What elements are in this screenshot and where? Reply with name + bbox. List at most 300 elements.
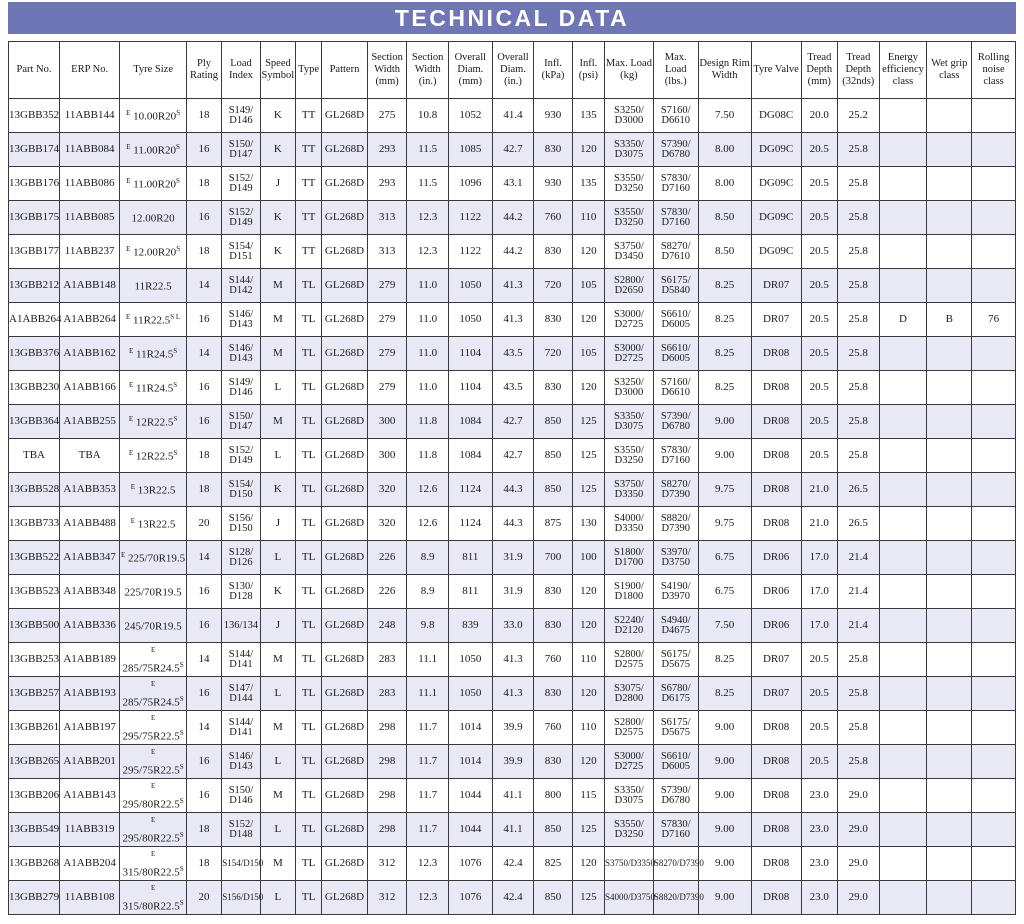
erp-number-cell: TBA <box>59 439 119 473</box>
rolling-noise-class-cell <box>972 201 1016 235</box>
pattern-cell: GL268D <box>322 269 368 303</box>
tread-depth-mm-cell: 20.5 <box>801 677 837 711</box>
max-load-kg-cell <box>604 235 653 269</box>
energy-class-cell <box>879 847 927 881</box>
load-index-text: S152/ D149 <box>228 444 254 466</box>
speed-symbol-cell: K <box>260 133 295 167</box>
overall-diam-mm-cell: 1104 <box>448 337 492 371</box>
tread-depth-32nds-cell: 29.0 <box>837 779 879 813</box>
erp-number-cell: A1ABB353 <box>59 473 119 507</box>
design-rim-width-cell: 7.50 <box>698 99 751 133</box>
speed-symbol-cell: M <box>260 643 295 677</box>
overall-diam-mm-cell: 811 <box>448 541 492 575</box>
col-header: Overall Diam. (in.) <box>492 42 534 99</box>
energy-class-cell <box>879 575 927 609</box>
col-header: Ply Rating <box>186 42 221 99</box>
erp-number-cell: A1ABB264 <box>59 303 119 337</box>
table-row <box>9 405 1016 439</box>
inflation-kpa-cell: 850 <box>534 473 572 507</box>
wet-grip-class-cell <box>927 371 972 405</box>
tyre-size-text: 12R22.5 <box>135 450 174 463</box>
tread-depth-32nds-cell: 26.5 <box>837 473 879 507</box>
title-banner <box>8 2 1016 34</box>
erp-number-cell: 11ABB084 <box>59 133 119 167</box>
inflation-psi-cell: 120 <box>572 575 604 609</box>
load-index-text: S156/ D150 <box>228 512 254 534</box>
tyre-size-cell <box>120 201 187 235</box>
wet-grip-class-cell <box>927 269 972 303</box>
inflation-kpa-cell: 830 <box>534 371 572 405</box>
table-row <box>9 167 1016 201</box>
design-rim-width-cell: 8.25 <box>698 303 751 337</box>
overall-diam-mm-cell: 1044 <box>448 779 492 813</box>
tyre-size-text: 11R22.5 <box>133 314 171 327</box>
size-suffix-mark: S <box>179 830 184 839</box>
design-rim-width-cell: 8.25 <box>698 677 751 711</box>
inflation-kpa-cell: 760 <box>534 643 572 677</box>
size-suffix-mark: S <box>179 694 184 703</box>
inflation-kpa-cell: 720 <box>534 337 572 371</box>
design-rim-width-cell: 9.00 <box>698 847 751 881</box>
inflation-kpa-cell: 830 <box>534 235 572 269</box>
tyre-size-cell <box>120 779 187 813</box>
overall-diam-mm-cell: 1014 <box>448 711 492 745</box>
table-row <box>9 507 1016 541</box>
size-prefix-mark: E <box>126 109 131 118</box>
load-index-text: S146/ D143 <box>228 308 254 330</box>
tyre-size-cell <box>120 439 187 473</box>
load-index-text: S156/D150 <box>222 892 264 902</box>
max-load-kg-cell <box>604 303 653 337</box>
col-header: Part No. <box>9 42 60 99</box>
tyre-size-text: 295/75R22.5 <box>122 764 180 777</box>
section-width-mm-cell: 248 <box>367 609 407 643</box>
max-load-kg-text: S4000/ D3350 <box>614 512 644 534</box>
ply-rating-cell: 16 <box>186 779 221 813</box>
tread-depth-32nds-cell: 26.5 <box>837 507 879 541</box>
rolling-noise-class-cell <box>972 235 1016 269</box>
load-index-text: S152/ D149 <box>228 206 254 228</box>
max-load-lbs-text: S8270/ D7610 <box>660 240 691 262</box>
load-index-cell <box>222 643 260 677</box>
energy-class-cell <box>879 167 927 201</box>
max-load-kg-text: S3250/ D3000 <box>614 376 644 398</box>
load-index-cell <box>222 235 260 269</box>
type-cell: TT <box>296 99 322 133</box>
inflation-psi-cell: 105 <box>572 269 604 303</box>
tread-depth-mm-cell: 20.5 <box>801 371 837 405</box>
ply-rating-cell: 20 <box>186 507 221 541</box>
pattern-cell: GL268D <box>322 711 368 745</box>
part-number-cell: 13GBB528 <box>9 473 60 507</box>
size-suffix-mark: S <box>179 796 184 805</box>
tread-depth-32nds-cell: 25.8 <box>837 235 879 269</box>
erp-number-cell: A1ABB201 <box>59 745 119 779</box>
overall-diam-mm-cell: 1050 <box>448 269 492 303</box>
inflation-kpa-cell: 760 <box>534 711 572 745</box>
load-index-cell <box>222 371 260 405</box>
energy-class-cell <box>879 235 927 269</box>
size-prefix-mark: E <box>130 517 136 526</box>
rolling-noise-class-cell <box>972 677 1016 711</box>
max-load-lbs-text: S6610/ D6005 <box>660 342 691 364</box>
speed-symbol-cell: L <box>260 677 295 711</box>
tread-depth-mm-cell: 21.0 <box>801 473 837 507</box>
erp-number-cell: 11ABB237 <box>59 235 119 269</box>
table-row <box>9 575 1016 609</box>
tread-depth-32nds-cell: 25.8 <box>837 167 879 201</box>
type-cell: TL <box>296 575 322 609</box>
tyre-valve-cell: DR08 <box>751 847 801 881</box>
max-load-kg-cell <box>604 881 653 915</box>
energy-class-cell <box>879 677 927 711</box>
part-number-cell: 13GBB174 <box>9 133 60 167</box>
size-prefix-mark: E <box>128 415 134 424</box>
table-row <box>9 643 1016 677</box>
erp-number-cell: A1ABB162 <box>59 337 119 371</box>
tyre-valve-cell: DR08 <box>751 473 801 507</box>
tyre-valve-cell: DR08 <box>751 813 801 847</box>
pattern-cell: GL268D <box>322 779 368 813</box>
size-suffix-mark: S <box>176 245 181 254</box>
ply-rating-cell: 14 <box>186 711 221 745</box>
overall-diam-in-cell: 41.1 <box>492 779 534 813</box>
part-number-cell: 13GBB206 <box>9 779 60 813</box>
design-rim-width-cell: 9.75 <box>698 507 751 541</box>
type-cell: TL <box>296 337 322 371</box>
max-load-lbs-text: S6175/ D5675 <box>660 648 691 670</box>
tyre-valve-cell: DG09C <box>751 167 801 201</box>
type-cell: TL <box>296 643 322 677</box>
max-load-lbs-text: S8820/ D7390 <box>660 512 691 534</box>
rolling-noise-class-cell <box>972 881 1016 915</box>
section-width-in-cell: 11.0 <box>407 269 449 303</box>
page-title: TECHNICAL DATA <box>394 4 630 31</box>
energy-class-cell <box>879 643 927 677</box>
load-index-cell <box>222 167 260 201</box>
type-cell: TL <box>296 473 322 507</box>
tyre-size-text: 11R22.5 <box>134 280 172 293</box>
tyre-size-cell <box>120 507 187 541</box>
load-index-cell <box>222 609 260 643</box>
tyre-valve-cell: DR07 <box>751 643 801 677</box>
section-width-in-cell: 11.0 <box>407 303 449 337</box>
load-index-text: S152/ D149 <box>228 172 254 194</box>
erp-number-cell: A1ABB488 <box>59 507 119 541</box>
speed-symbol-cell: K <box>260 473 295 507</box>
tread-depth-mm-cell: 17.0 <box>801 575 837 609</box>
tyre-size-text: 245/70R19.5 <box>124 620 182 633</box>
tread-depth-mm-cell: 17.0 <box>801 609 837 643</box>
max-load-lbs-text: S7160/ D6610 <box>660 376 691 398</box>
pattern-cell: GL268D <box>322 677 368 711</box>
design-rim-width-cell: 8.25 <box>698 371 751 405</box>
tread-depth-mm-cell: 20.5 <box>801 269 837 303</box>
tyre-size-cell <box>120 337 187 371</box>
overall-diam-in-cell: 41.3 <box>492 269 534 303</box>
header-row <box>9 42 1016 99</box>
col-header: Overall Diam. (mm) <box>448 42 492 99</box>
section-width-mm-cell: 279 <box>367 371 407 405</box>
max-load-kg-cell <box>604 99 653 133</box>
tyre-size-text: 11R24.5 <box>136 348 174 361</box>
size-suffix-mark: S <box>173 347 178 356</box>
rolling-noise-class-cell <box>972 711 1016 745</box>
part-number-cell: A1ABB264 <box>9 303 60 337</box>
part-number-cell: TBA <box>9 439 60 473</box>
speed-symbol-cell: L <box>260 881 295 915</box>
max-load-kg-text: S3550/ D3250 <box>614 818 644 840</box>
max-load-kg-text: S1800/ D1700 <box>614 546 644 568</box>
inflation-psi-cell: 120 <box>572 235 604 269</box>
wet-grip-class-cell <box>927 337 972 371</box>
design-rim-width-cell: 7.50 <box>698 609 751 643</box>
tyre-size-cell <box>120 541 187 575</box>
section-width-in-cell: 10.8 <box>407 99 449 133</box>
erp-number-cell: A1ABB148 <box>59 269 119 303</box>
inflation-kpa-cell: 850 <box>534 813 572 847</box>
table-row <box>9 99 1016 133</box>
part-number-cell: 13GBB230 <box>9 371 60 405</box>
size-suffix-mark: S <box>179 660 184 669</box>
design-rim-width-cell: 9.00 <box>698 439 751 473</box>
max-load-kg-text: S3075/ D2800 <box>614 682 644 704</box>
size-prefix-mark: E <box>126 245 131 254</box>
overall-diam-mm-cell: 1076 <box>448 847 492 881</box>
part-number-cell: 13GBB253 <box>9 643 60 677</box>
ply-rating-cell: 14 <box>186 643 221 677</box>
tread-depth-mm-cell: 20.5 <box>801 745 837 779</box>
design-rim-width-cell: 8.00 <box>698 167 751 201</box>
overall-diam-in-cell: 43.1 <box>492 167 534 201</box>
section-width-mm-cell: 298 <box>367 711 407 745</box>
table-row <box>9 269 1016 303</box>
part-number-cell: 13GBB522 <box>9 541 60 575</box>
rolling-noise-class-cell <box>972 609 1016 643</box>
size-prefix-mark: E <box>126 313 131 322</box>
overall-diam-in-cell: 31.9 <box>492 575 534 609</box>
tyre-valve-cell: DR07 <box>751 677 801 711</box>
size-prefix-mark: E <box>150 679 156 688</box>
load-index-cell <box>222 541 260 575</box>
rolling-noise-class-cell <box>972 99 1016 133</box>
part-number-cell: 13GBB279 <box>9 881 60 915</box>
type-cell: TL <box>296 609 322 643</box>
table-row <box>9 847 1016 881</box>
table-row <box>9 201 1016 235</box>
max-load-kg-text: S2800/ D2575 <box>614 648 644 670</box>
size-suffix-mark: S <box>179 864 184 873</box>
erp-number-cell: A1ABB204 <box>59 847 119 881</box>
tyre-size-text: 11.00R20 <box>133 178 176 191</box>
max-load-kg-cell <box>604 711 653 745</box>
erp-number-cell: A1ABB336 <box>59 609 119 643</box>
rolling-noise-class-cell <box>972 269 1016 303</box>
max-load-kg-text: S3750/ D3350 <box>614 478 644 500</box>
ply-rating-cell: 16 <box>186 371 221 405</box>
tread-depth-mm-cell: 20.5 <box>801 303 837 337</box>
pattern-cell: GL268D <box>322 813 368 847</box>
section-width-mm-cell: 312 <box>367 881 407 915</box>
max-load-lbs-text: S6175/ D5840 <box>660 274 691 296</box>
load-index-cell <box>222 201 260 235</box>
wet-grip-class-cell <box>927 745 972 779</box>
max-load-kg-text: S3000/ D2725 <box>614 342 644 364</box>
energy-class-cell <box>879 133 927 167</box>
wet-grip-class-cell <box>927 405 972 439</box>
tyre-size-text: 225/70R19.5 <box>124 586 182 599</box>
tread-depth-mm-cell: 20.5 <box>801 235 837 269</box>
overall-diam-in-cell: 43.5 <box>492 371 534 405</box>
tyre-size-cell <box>120 677 187 711</box>
tyre-size-cell <box>120 711 187 745</box>
overall-diam-mm-cell: 1044 <box>448 813 492 847</box>
speed-symbol-cell: K <box>260 99 295 133</box>
max-load-lbs-cell <box>653 269 698 303</box>
pattern-cell: GL268D <box>322 609 368 643</box>
max-load-lbs-cell <box>653 643 698 677</box>
tread-depth-32nds-cell: 25.8 <box>837 303 879 337</box>
energy-class-cell <box>879 745 927 779</box>
max-load-kg-cell <box>604 745 653 779</box>
max-load-kg-cell <box>604 575 653 609</box>
rolling-noise-class-cell <box>972 371 1016 405</box>
inflation-psi-cell: 120 <box>572 303 604 337</box>
wet-grip-class-cell <box>927 575 972 609</box>
speed-symbol-cell: J <box>260 609 295 643</box>
max-load-lbs-cell <box>653 201 698 235</box>
wet-grip-class-cell <box>927 439 972 473</box>
max-load-lbs-text: S8270/D7390 <box>653 858 704 868</box>
design-rim-width-cell: 9.00 <box>698 881 751 915</box>
inflation-psi-cell: 110 <box>572 643 604 677</box>
overall-diam-in-cell: 44.2 <box>492 235 534 269</box>
inflation-psi-cell: 120 <box>572 677 604 711</box>
ply-rating-cell: 16 <box>186 745 221 779</box>
tread-depth-32nds-cell: 25.8 <box>837 439 879 473</box>
design-rim-width-cell: 8.00 <box>698 133 751 167</box>
overall-diam-mm-cell: 1124 <box>448 507 492 541</box>
wet-grip-class-cell <box>927 847 972 881</box>
rolling-noise-class-cell <box>972 507 1016 541</box>
size-prefix-mark: E <box>130 483 136 492</box>
col-header: Tyre Size <box>120 42 187 99</box>
tread-depth-32nds-cell: 21.4 <box>837 541 879 575</box>
max-load-lbs-text: S6610/ D6005 <box>660 750 691 772</box>
inflation-psi-cell: 100 <box>572 541 604 575</box>
design-rim-width-cell: 8.50 <box>698 201 751 235</box>
erp-number-cell: 11ABB085 <box>59 201 119 235</box>
tyre-valve-cell: DR08 <box>751 439 801 473</box>
table-row <box>9 711 1016 745</box>
overall-diam-mm-cell: 1076 <box>448 881 492 915</box>
section-width-in-cell: 9.8 <box>407 609 449 643</box>
type-cell: TT <box>296 201 322 235</box>
tyre-size-text: 12.00R20 <box>131 212 175 225</box>
part-number-cell: 13GBB733 <box>9 507 60 541</box>
col-header: Max. Load (lbs.) <box>653 42 698 99</box>
inflation-psi-cell: 125 <box>572 439 604 473</box>
load-index-cell <box>222 745 260 779</box>
tyre-size-cell <box>120 235 187 269</box>
tread-depth-mm-cell: 23.0 <box>801 847 837 881</box>
section-width-mm-cell: 275 <box>367 99 407 133</box>
pattern-cell: GL268D <box>322 201 368 235</box>
section-width-mm-cell: 312 <box>367 847 407 881</box>
inflation-psi-cell: 110 <box>572 201 604 235</box>
load-index-cell <box>222 881 264 915</box>
energy-class-cell <box>879 439 927 473</box>
max-load-kg-cell <box>604 439 653 473</box>
type-cell: TL <box>296 847 322 881</box>
design-rim-width-cell: 8.50 <box>698 235 751 269</box>
load-index-text: S152/ D148 <box>228 818 254 840</box>
overall-diam-in-cell: 33.0 <box>492 609 534 643</box>
inflation-kpa-cell: 930 <box>534 167 572 201</box>
section-width-mm-cell: 279 <box>367 269 407 303</box>
pattern-cell: GL268D <box>322 371 368 405</box>
tyre-size-text: 285/75R24.5 <box>122 696 180 709</box>
part-number-cell: 13GBB177 <box>9 235 60 269</box>
overall-diam-in-cell: 42.7 <box>492 439 534 473</box>
section-width-in-cell: 12.6 <box>407 473 449 507</box>
speed-symbol-cell: M <box>260 779 295 813</box>
pattern-cell: GL268D <box>322 881 368 915</box>
energy-class-cell <box>879 405 927 439</box>
rolling-noise-class-cell <box>972 337 1016 371</box>
tyre-valve-cell: DR07 <box>751 269 801 303</box>
type-cell: TL <box>296 405 322 439</box>
speed-symbol-cell: J <box>260 167 295 201</box>
energy-class-cell <box>879 779 927 813</box>
tread-depth-32nds-cell: 25.8 <box>837 711 879 745</box>
max-load-kg-text: S3000/ D2725 <box>614 750 644 772</box>
tyre-size-text: 13R22.5 <box>137 484 176 497</box>
load-index-text: S130/ D128 <box>228 580 254 602</box>
tread-depth-32nds-cell: 25.8 <box>837 269 879 303</box>
section-width-in-cell: 11.1 <box>407 643 449 677</box>
wet-grip-class-cell <box>927 541 972 575</box>
tyre-size-text: 315/80R22.5 <box>122 866 180 879</box>
overall-diam-in-cell: 44.3 <box>492 507 534 541</box>
section-width-mm-cell: 293 <box>367 167 407 201</box>
size-suffix-mark: S <box>179 898 184 907</box>
tread-depth-mm-cell: 20.5 <box>801 405 837 439</box>
tyre-size-text: 295/75R22.5 <box>122 730 180 743</box>
size-suffix-mark: S <box>173 381 178 390</box>
max-load-lbs-cell <box>653 133 698 167</box>
max-load-lbs-cell <box>653 303 698 337</box>
max-load-kg-cell <box>604 507 653 541</box>
overall-diam-mm-cell: 1122 <box>448 235 492 269</box>
pattern-cell: GL268D <box>322 133 368 167</box>
wet-grip-class-cell <box>927 133 972 167</box>
wet-grip-class-cell <box>927 507 972 541</box>
load-index-cell <box>222 405 260 439</box>
max-load-lbs-cell <box>653 167 698 201</box>
inflation-psi-cell: 120 <box>572 609 604 643</box>
load-index-cell <box>222 711 260 745</box>
max-load-lbs-cell <box>653 813 698 847</box>
type-cell: TL <box>296 507 322 541</box>
design-rim-width-cell: 6.75 <box>698 541 751 575</box>
speed-symbol-cell: L <box>260 371 295 405</box>
speed-symbol-cell: M <box>260 337 295 371</box>
col-header: Infl. (kPa) <box>534 42 572 99</box>
overall-diam-mm-cell: 1050 <box>448 303 492 337</box>
col-header: Energy efficiency class <box>879 42 927 99</box>
max-load-lbs-cell <box>653 337 698 371</box>
